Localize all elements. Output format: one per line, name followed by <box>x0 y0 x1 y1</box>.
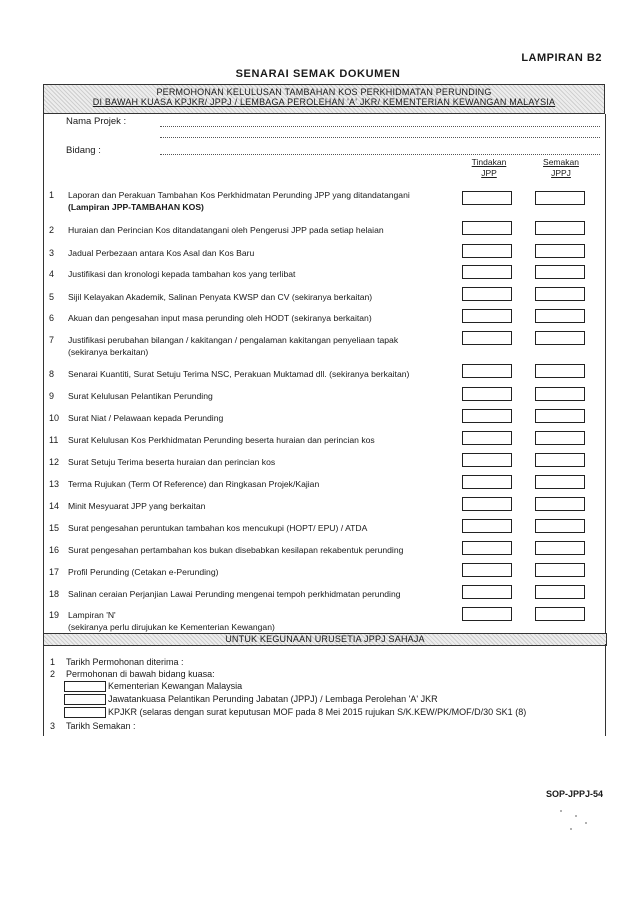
semakan-jppj-box[interactable] <box>535 287 585 301</box>
frame-left <box>43 114 44 633</box>
item-text <box>68 224 448 236</box>
lampiran-label: LAMPIRAN B2 <box>521 52 602 64</box>
tindakan-jpp-box[interactable] <box>462 453 512 467</box>
semakan-jppj-box[interactable] <box>535 541 585 555</box>
header-band-line1: PERMOHONAN KELULUSAN TAMBAHAN KOS PERKHIDMATAN PERUNDING <box>156 87 492 97</box>
sec-line2-num: 2 <box>50 669 56 679</box>
scan-speck <box>560 810 562 812</box>
semakan-jppj-box[interactable] <box>535 244 585 258</box>
tindakan-jpp-box[interactable] <box>462 585 512 599</box>
column-tindakan-label: Tindakan <box>471 157 507 167</box>
semakan-jppj-box[interactable] <box>535 563 585 577</box>
item-number: 13 <box>49 479 60 489</box>
tindakan-jpp-box[interactable] <box>462 221 512 235</box>
item-text-line1: Senarai Kuantiti, Surat Setuju Terima NSC, Perakuan Muktamad dll. (sekiranya berkaitan) <box>68 369 410 379</box>
nama-projek-line <box>160 126 600 127</box>
item-number: 16 <box>49 545 60 555</box>
semakan-jppj-box[interactable] <box>535 387 585 401</box>
document-title: SENARAI SEMAK DOKUMEN <box>235 68 401 80</box>
semakan-jppj-box[interactable] <box>535 309 585 323</box>
tindakan-jpp-box[interactable] <box>462 607 512 621</box>
item-text-line1: Profil Perunding (Cetakan e-Perunding) <box>68 567 219 577</box>
item-text <box>68 544 448 556</box>
item-number: 14 <box>49 501 60 511</box>
checkbox-kpjkr[interactable] <box>64 707 106 718</box>
scan-speck <box>575 815 577 817</box>
item-text-line1: Jadual Perbezaan antara Kos Asal dan Kos Baru <box>68 248 255 258</box>
item-text-line1: Salinan ceraian Perjanjian Lawai Perunding mengenai tempoh perkhidmatan perunding <box>68 589 401 599</box>
document-code: SOP-JPPJ-54 <box>546 789 604 799</box>
item-number: 5 <box>49 292 55 302</box>
item-text-line1: Surat pengesahan pertambahan kos bukan disebabkan kesilapan rekabentuk perunding <box>68 545 404 555</box>
column-tindakan-sub: JPP <box>481 168 497 178</box>
semakan-jppj-box[interactable] <box>535 475 585 489</box>
item-text <box>68 247 448 259</box>
item-number: 17 <box>49 567 60 577</box>
header-band-line2: DI BAWAH KUASA KPJKR/ JPPJ / LEMBAGA PEROLEHAN 'A' JKR/ KEMENTERIAN KEWANGAN MALAYSIA <box>92 97 556 107</box>
item-text <box>68 609 448 633</box>
frame-right <box>605 114 606 633</box>
semakan-jppj-box[interactable] <box>535 331 585 345</box>
item-text-line2: (sekiranya perlu dirujukan ke Kementerian Kewangan) <box>68 622 275 632</box>
frame-right-lower <box>605 644 606 736</box>
column-semakan <box>536 157 586 179</box>
item-text <box>68 291 448 303</box>
tindakan-jpp-box[interactable] <box>462 309 512 323</box>
tindakan-jpp-box[interactable] <box>462 191 512 205</box>
item-text <box>68 334 448 358</box>
item-text-line1: Surat Setuju Terima beserta huraian dan perincian kos <box>68 457 276 467</box>
semakan-jppj-box[interactable] <box>535 265 585 279</box>
item-text-line1: Lampiran 'N' <box>68 610 116 620</box>
tindakan-jpp-box[interactable] <box>462 519 512 533</box>
item-text-line1: Sijil Kelayakan Akademik, Salinan Penyata KWSP dan CV (sekiranya berkaitan) <box>68 292 373 302</box>
option-kpjkr: KPJKR (selaras dengan surat keputusan MOF pada 8 Mei 2015 rujukan S/K.KEW/PK/MOF/D/30 SK1 (8) <box>108 707 527 717</box>
semakan-jppj-box[interactable] <box>535 431 585 445</box>
semakan-jppj-box[interactable] <box>535 497 585 511</box>
item-number: 9 <box>49 391 55 401</box>
item-text-line1: Huraian dan Perincian Kos ditandatangani oleh Pengerusi JPP pada setiap helaian <box>68 225 384 235</box>
tindakan-jpp-box[interactable] <box>462 431 512 445</box>
item-text-line1: Surat Kelulusan Kos Perkhidmatan Perunding beserta huraian dan perincian kos <box>68 435 375 445</box>
tarikh-semakan-label: Tarikh Semakan : <box>66 721 136 731</box>
frame-left-lower <box>43 644 44 736</box>
item-number: 15 <box>49 523 60 533</box>
item-text-line1: Minit Mesyuarat JPP yang berkaitan <box>68 501 206 511</box>
semakan-jppj-box[interactable] <box>535 191 585 205</box>
item-number: 18 <box>49 589 60 599</box>
item-text <box>68 566 448 578</box>
item-number: 7 <box>49 335 55 345</box>
column-tindakan <box>464 157 514 179</box>
item-text <box>68 588 448 600</box>
item-number: 4 <box>49 269 55 279</box>
item-text-line2: (sekiranya berkaitan) <box>68 347 149 357</box>
semakan-jppj-box[interactable] <box>535 607 585 621</box>
semakan-jppj-box[interactable] <box>535 585 585 599</box>
item-text <box>68 312 448 324</box>
tindakan-jpp-box[interactable] <box>462 563 512 577</box>
tindakan-jpp-box[interactable] <box>462 497 512 511</box>
item-text <box>68 522 448 534</box>
semakan-jppj-box[interactable] <box>535 519 585 533</box>
column-semakan-sub: JPPJ <box>551 168 571 178</box>
item-text <box>68 268 448 280</box>
item-text <box>68 500 448 512</box>
semakan-jppj-box[interactable] <box>535 409 585 423</box>
column-semakan-label: Semakan <box>543 157 579 167</box>
item-text-line1: Surat Niat / Pelawaan kepada Perunding <box>68 413 224 423</box>
item-number: 6 <box>49 313 55 323</box>
sec-line1-num: 1 <box>50 657 56 667</box>
bidang-label: Bidang : <box>66 145 101 156</box>
item-number: 10 <box>49 413 60 423</box>
item-number: 11 <box>49 435 59 445</box>
item-text-line1: Terma Rujukan (Term Of Reference) dan Ringkasan Projek/Kajian <box>68 479 320 489</box>
item-text-line1: Surat pengesahan peruntukan tambahan kos mencukupi (HOPT/ EPU) / ATDA <box>68 523 368 533</box>
tindakan-jpp-box[interactable] <box>462 331 512 345</box>
item-text-line1: Laporan dan Perakuan Tambahan Kos Perkhidmatan Perunding JPP yang ditandatangani <box>68 190 410 200</box>
tindakan-jpp-box[interactable] <box>462 541 512 555</box>
item-number: 19 <box>49 610 60 620</box>
bidang-line <box>160 154 600 155</box>
sec-line3-num: 3 <box>50 721 56 731</box>
tindakan-jpp-box[interactable] <box>462 475 512 489</box>
item-number: 3 <box>49 248 55 258</box>
tindakan-jpp-box[interactable] <box>462 364 512 378</box>
item-text <box>68 434 448 446</box>
checkbox-kementerian[interactable] <box>64 681 106 692</box>
item-number: 1 <box>49 190 55 200</box>
scan-speck <box>570 828 572 830</box>
item-text <box>68 412 448 424</box>
item-text <box>68 456 448 468</box>
header-band <box>43 84 605 114</box>
tindakan-jpp-box[interactable] <box>462 287 512 301</box>
item-text <box>68 390 448 402</box>
item-text-line1: Akuan dan pengesahan input masa perunding oleh HODT (sekiranya berkaitan) <box>68 313 372 323</box>
semakan-jppj-box[interactable] <box>535 221 585 235</box>
item-number: 2 <box>49 225 55 235</box>
option-jppj: Jawatankuasa Pelantikan Perunding Jabatan (JPPJ) / Lembaga Perolehan 'A' JKR <box>108 694 438 704</box>
item-text-line2: (Lampiran JPP-TAMBAHAN KOS) <box>68 202 204 212</box>
item-text-line1: Justifikasi dan kronologi kepada tambahan kos yang terlibat <box>68 269 296 279</box>
tindakan-jpp-box[interactable] <box>462 387 512 401</box>
item-text-line1: Justifikasi perubahan bilangan / kakitangan / pengalaman kakitangan penyeliaan tapak <box>68 335 399 345</box>
nama-projek-label: Nama Projek : <box>66 116 127 127</box>
item-text <box>68 368 448 380</box>
scan-speck <box>585 822 587 824</box>
checkbox-jppj[interactable] <box>64 694 106 705</box>
bidang-kuasa-label: Permohonan di bawah bidang kuasa: <box>66 669 215 679</box>
item-number: 12 <box>49 457 60 467</box>
semakan-jppj-box[interactable] <box>535 364 585 378</box>
tarikh-permohonan-label: Tarikh Permohonan diterima : <box>66 657 184 667</box>
nama-projek-line-2 <box>160 137 600 138</box>
option-kementerian: Kementerian Kewangan Malaysia <box>108 681 243 691</box>
secretariat-band: UNTUK KEGUNAAN URUSETIA JPPJ SAHAJA <box>43 633 607 646</box>
item-text <box>68 189 448 213</box>
semakan-jppj-box[interactable] <box>535 453 585 467</box>
tindakan-jpp-box[interactable] <box>462 244 512 258</box>
tindakan-jpp-box[interactable] <box>462 265 512 279</box>
item-number: 8 <box>49 369 55 379</box>
item-text <box>68 478 448 490</box>
item-text-line1: Surat Kelulusan Pelantikan Perunding <box>68 391 213 401</box>
tindakan-jpp-box[interactable] <box>462 409 512 423</box>
